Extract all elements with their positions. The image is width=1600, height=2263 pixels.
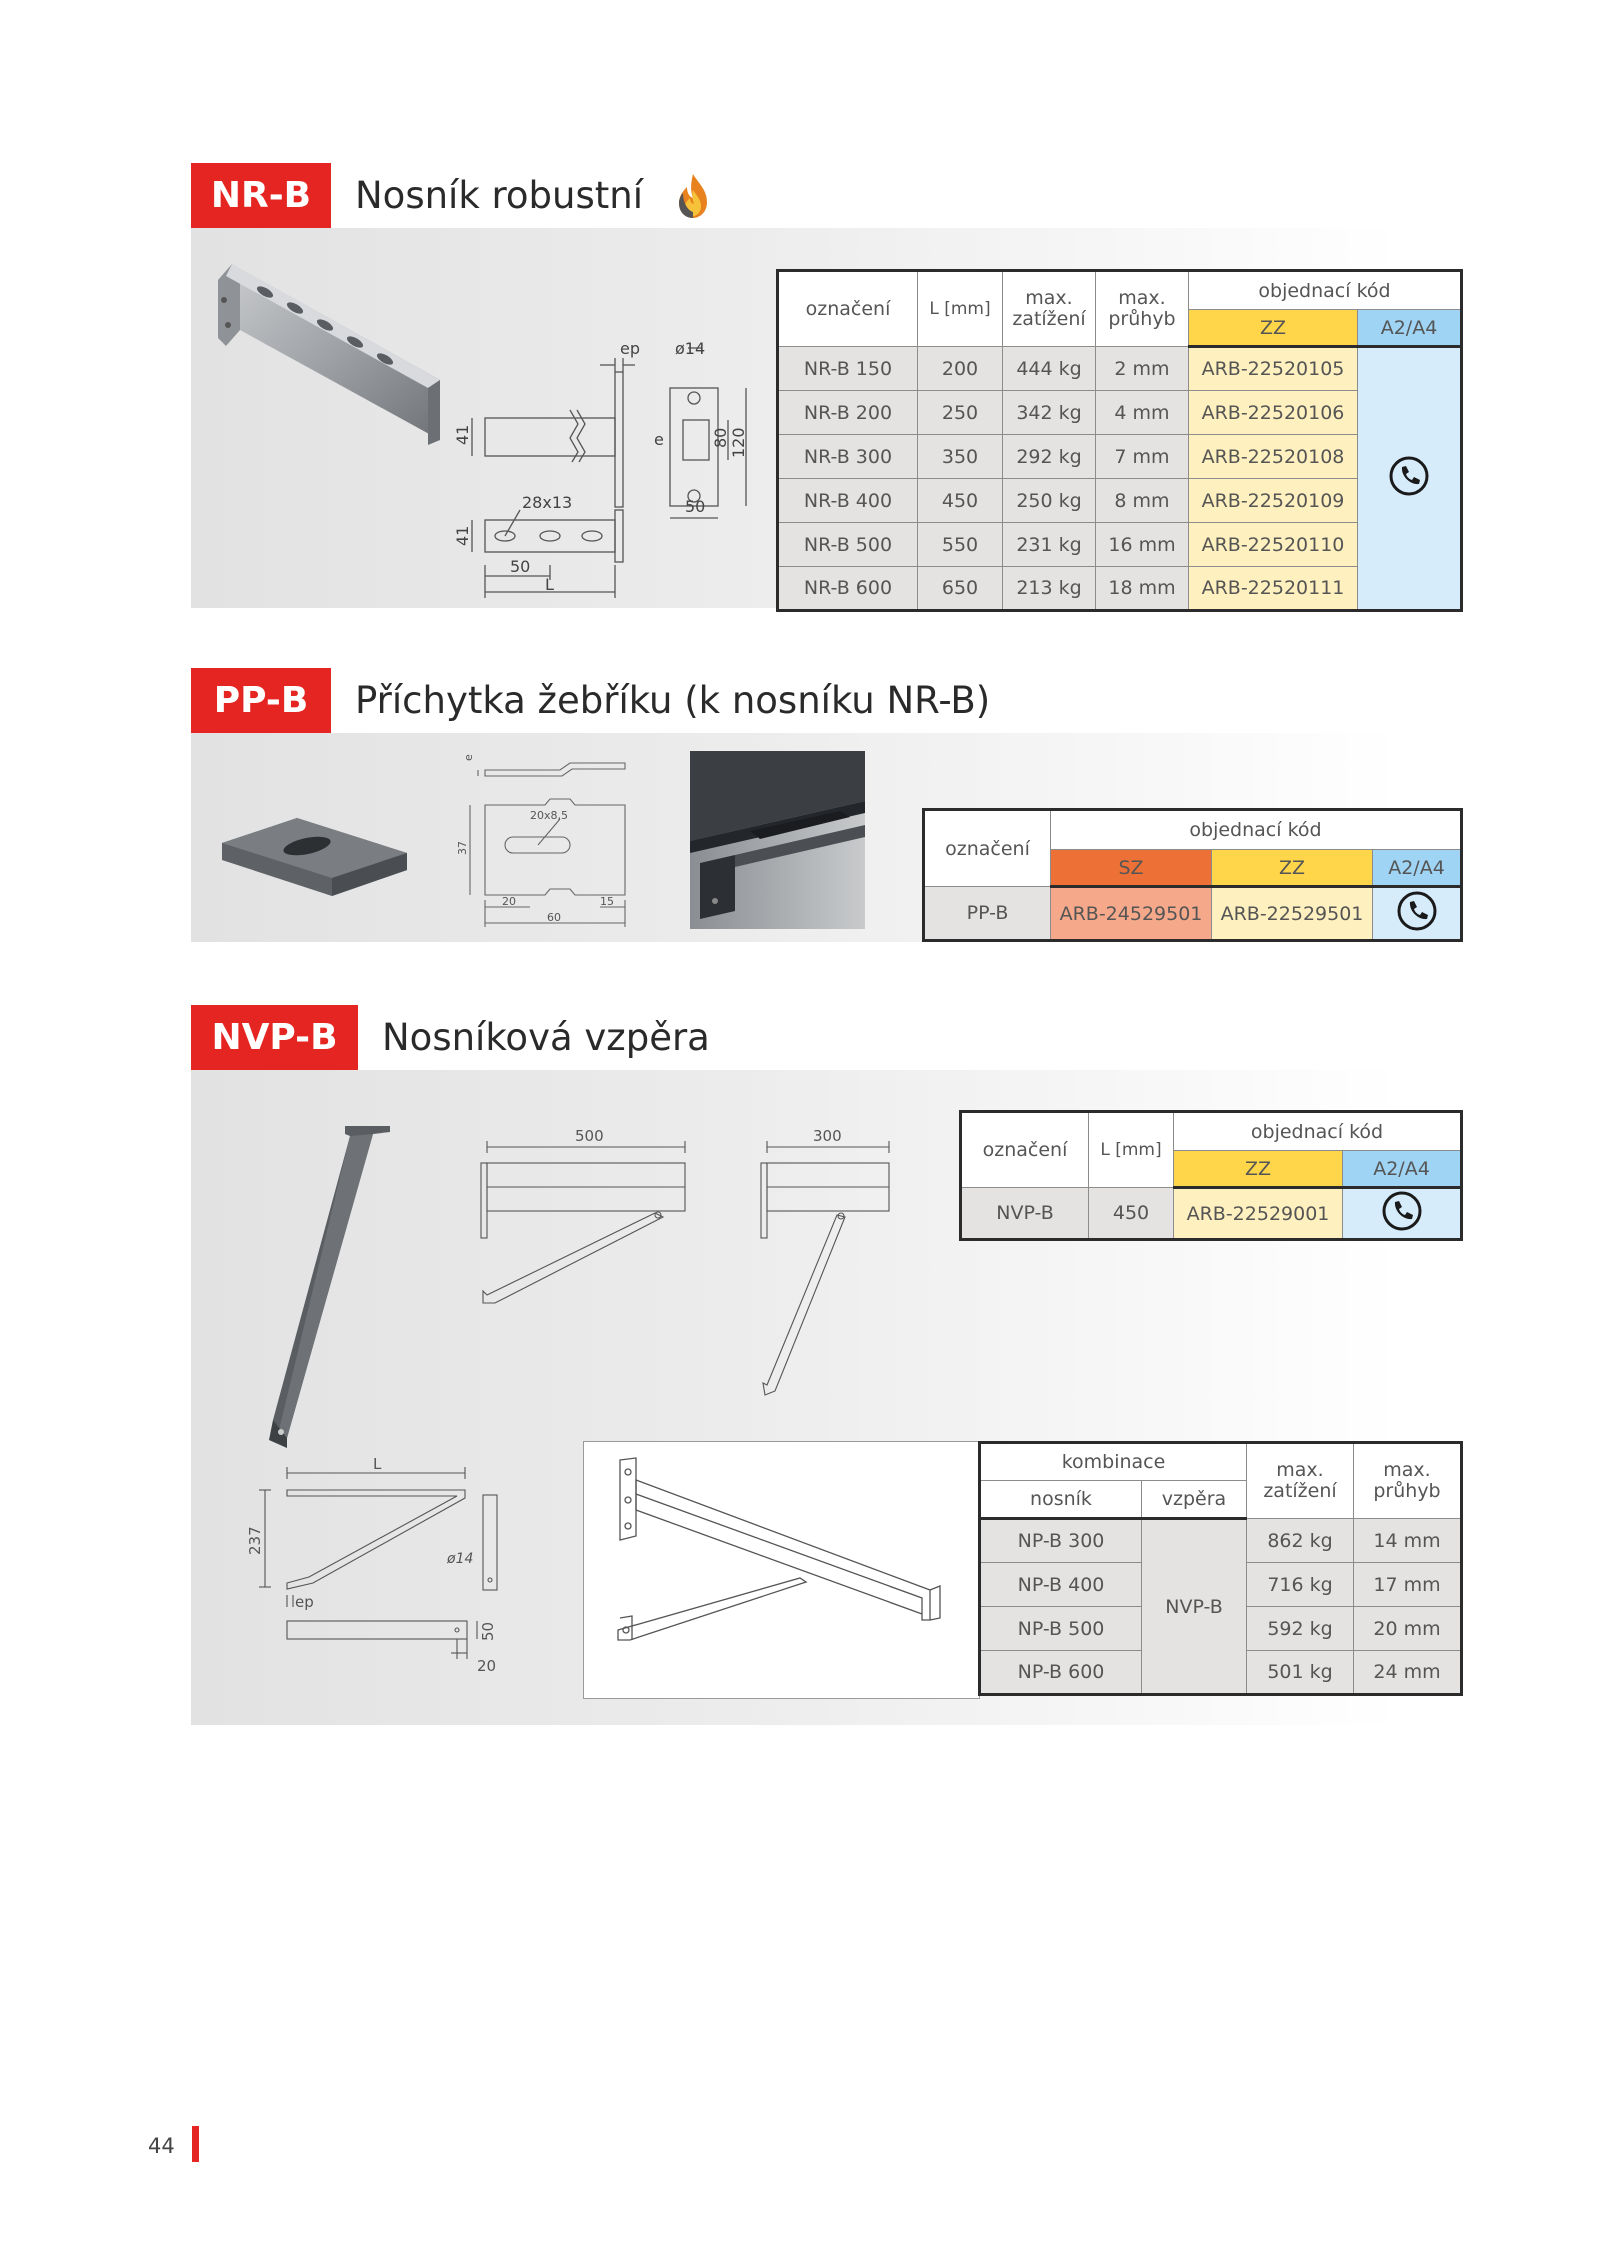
nrb-cell-zz: ARB-22520109 [1189,479,1358,523]
nvpb-assembly-drawing [600,1450,970,1690]
ppb-dim-37: 37 [456,841,469,855]
combo-th-defl [1354,1443,1462,1519]
nrb-cell-load: 213 kg [1003,567,1096,611]
combo-th-vzpera: vzpěra [1142,1481,1247,1519]
table-row [778,347,1462,391]
nvpb-title: Nosníková vzpěra [382,1016,710,1059]
nvpb-dim-dia: ø14 [447,1551,474,1567]
nrb-cell-zz: ARB-22520111 [1189,567,1358,611]
ppb-th-sz: SZ [1051,850,1212,887]
combo-th-load-2: zatížení [1263,1480,1337,1502]
phone-icon[interactable] [1388,455,1430,497]
nrb-th-load-2: zatížení [1012,308,1086,330]
fire-icon [673,172,713,220]
nrb-dim-slot: 28x13 [522,493,573,512]
ppb-cell-zz: ARB-22529501 [1212,887,1373,941]
nrb-cell-name: NR-B 300 [778,435,918,479]
nrb-th-oznaceni: označení [778,271,918,347]
ppb-header [191,668,990,733]
ppb-dim-e: e [462,754,475,761]
ppb-technical-drawing [450,745,645,935]
nvpb-cell-zz: ARB-22529001 [1174,1188,1343,1240]
ppb-th-oznaceni: označení [924,810,1051,887]
nrb-cell-L: 350 [918,435,1003,479]
combo-cell-nosnik: NP-B 300 [980,1519,1142,1563]
combo-cell-defl: 20 mm [1354,1607,1462,1651]
ppb-product-image [212,808,412,898]
nvpb-th-zz: ZZ [1174,1151,1343,1188]
table-row [980,1519,1462,1563]
nvpb-code-badge: NVP-B [191,1005,358,1070]
nrb-th-zz: ZZ [1189,310,1358,347]
nrb-th-defl-1: max. [1118,287,1166,309]
nvpb-product-image [255,1120,405,1450]
combo-cell-defl: 14 mm [1354,1519,1462,1563]
nrb-cell-L: 250 [918,391,1003,435]
combo-th-nosnik: nosník [980,1481,1142,1519]
nvpb-header [191,1005,710,1070]
nrb-th-kod: objednací kód [1189,271,1462,310]
combo-cell-vzpera: NVP-B [1142,1519,1247,1695]
nrb-cell-L: 650 [918,567,1003,611]
phone-icon[interactable] [1396,890,1438,932]
nrb-dim-dia: ø14 [675,340,706,358]
nvpb-dim-20: 20 [477,1657,497,1675]
page-number-bar [192,2126,199,2162]
nrb-th-a2: A2/A4 [1358,310,1462,347]
nrb-cell-defl: 7 mm [1096,435,1189,479]
nrb-dim-50: 50 [685,497,706,516]
nrb-th-load [1003,271,1096,347]
nvpb-dim-L: L [373,1455,382,1473]
combo-cell-nosnik: NP-B 600 [980,1651,1142,1695]
nrb-cell-L: 550 [918,523,1003,567]
nrb-dim-80: 80 [711,427,730,448]
nvpb-dim-ep: ep [295,1593,314,1611]
nrb-dim-41b: 41 [453,525,472,546]
nrb-cell-defl: 16 mm [1096,523,1189,567]
nrb-th-defl [1096,271,1189,347]
nvpb-dim-237: 237 [246,1526,264,1555]
nrb-dim-41a: 41 [453,424,472,445]
nvpb-drawing-300 [755,1125,895,1405]
nvpb-table [959,1110,1463,1241]
nrb-cell-zz: ARB-22520105 [1189,347,1358,391]
nvpb-th-L: L [mm] [1089,1112,1174,1188]
nrb-cell-load: 231 kg [1003,523,1096,567]
combo-cell-load: 716 kg [1247,1563,1354,1607]
ppb-cell-name: PP-B [924,887,1051,941]
nvpb-cell-name: NVP-B [961,1188,1089,1240]
nrb-th-defl-2: průhyb [1108,308,1176,330]
combo-th-komb: kombinace [980,1443,1247,1481]
combo-cell-defl: 24 mm [1354,1651,1462,1695]
nrb-cell-defl: 18 mm [1096,567,1189,611]
combo-th-load [1247,1443,1354,1519]
nrb-cell-name: NR-B 500 [778,523,918,567]
nvpb-drawing-500 [475,1125,695,1310]
ppb-th-zz: ZZ [1212,850,1373,887]
nrb-th-L: L [mm] [918,271,1003,347]
combo-cell-nosnik: NP-B 400 [980,1563,1142,1607]
nrb-cell-defl: 4 mm [1096,391,1189,435]
nrb-cell-L: 200 [918,347,1003,391]
nrb-cell-defl: 2 mm [1096,347,1189,391]
nrb-cell-load: 444 kg [1003,347,1096,391]
nrb-cell-zz: ARB-22520108 [1189,435,1358,479]
nvpb-dim-50: 50 [479,1621,497,1641]
nrb-cell-zz: ARB-22520106 [1189,391,1358,435]
table-row [924,887,1462,941]
nrb-dim-pitch: 50 [510,557,531,576]
ppb-dim-15: 15 [600,895,614,908]
nrb-cell-name: NR-B 600 [778,567,918,611]
nrb-cell-name: NR-B 150 [778,347,918,391]
nvpb-cell-L: 450 [1089,1188,1174,1240]
combo-cell-nosnik: NP-B 500 [980,1607,1142,1651]
nrb-dim-L: L [545,575,554,594]
combo-th-defl-1: max. [1383,1459,1431,1481]
nrb-cell-load: 250 kg [1003,479,1096,523]
ppb-installation-photo [690,751,865,929]
nrb-cell-zz: ARB-22520110 [1189,523,1358,567]
nrb-dim-120: 120 [729,427,748,458]
page-number: 44 [148,2134,175,2158]
ppb-table [922,808,1463,942]
combo-cell-load: 862 kg [1247,1519,1354,1563]
nvpb-th-kod: objednací kód [1174,1112,1462,1151]
nrb-title: Nosník robustní [355,174,643,217]
combo-cell-load: 592 kg [1247,1607,1354,1651]
nrb-th-load-1: max. [1025,287,1073,309]
combo-th-defl-2: průhyb [1373,1480,1441,1502]
phone-icon[interactable] [1381,1190,1423,1232]
ppb-th-a2: A2/A4 [1373,850,1462,887]
nvpb-technical-drawing [245,1455,530,1675]
nvpb-dim-500: 500 [575,1127,604,1145]
nrb-dim-ep: ep [620,340,640,358]
ppb-th-kod: objednací kód [1051,810,1462,850]
nrb-header [191,163,713,228]
nrb-code-badge: NR-B [191,163,331,228]
nvpb-combo-table [978,1441,1463,1696]
ppb-a2-phone-cell [1373,887,1462,941]
nrb-cell-load: 342 kg [1003,391,1096,435]
nrb-table [776,269,1463,612]
ppb-cell-sz: ARB-24529501 [1051,887,1212,941]
nrb-cell-name: NR-B 200 [778,391,918,435]
nvpb-dim-300: 300 [813,1127,842,1145]
nrb-a2-phone-cell [1358,347,1462,611]
nrb-product-image [210,250,450,445]
nrb-cell-L: 450 [918,479,1003,523]
combo-cell-load: 501 kg [1247,1651,1354,1695]
combo-th-load-1: max. [1276,1459,1324,1481]
ppb-code-badge: PP-B [191,668,331,733]
ppb-title: Příchytka žebříku (k nosníku NR-B) [355,679,991,722]
combo-cell-defl: 17 mm [1354,1563,1462,1607]
ppb-dim-slot: 20x8,5 [530,809,569,822]
nvpb-th-a2: A2/A4 [1343,1151,1462,1188]
table-row [961,1188,1462,1240]
nrb-technical-drawing [440,340,770,605]
nrb-cell-defl: 8 mm [1096,479,1189,523]
nvpb-th-oznaceni: označení [961,1112,1089,1188]
nvpb-a2-phone-cell [1343,1188,1462,1240]
nrb-cell-load: 292 kg [1003,435,1096,479]
nrb-cell-name: NR-B 400 [778,479,918,523]
ppb-dim-60: 60 [547,911,561,924]
ppb-dim-20: 20 [502,895,516,908]
nrb-dim-e: e [654,430,664,449]
